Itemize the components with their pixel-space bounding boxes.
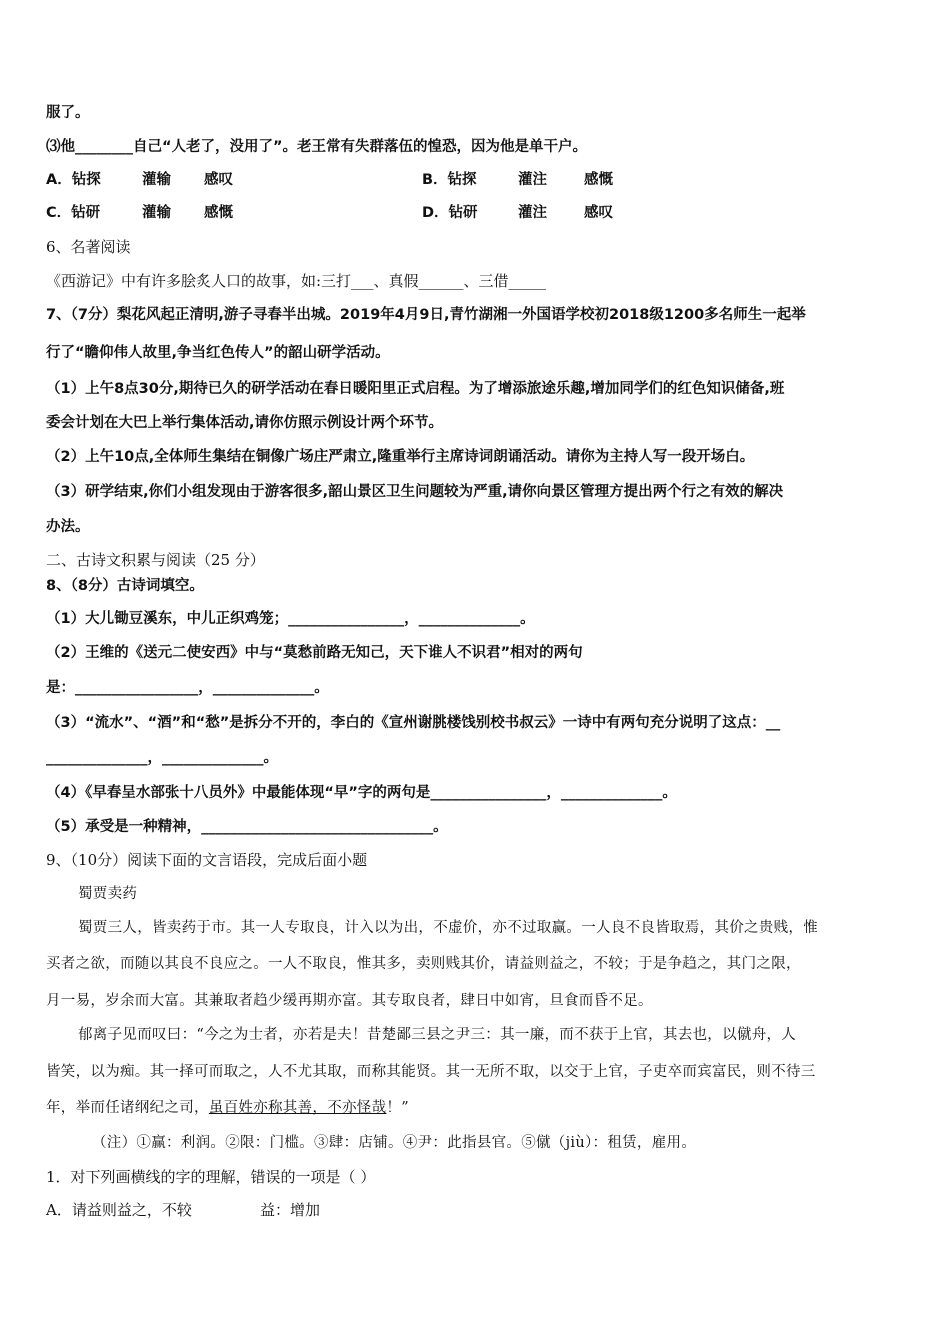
question-8-text: 8、（8分）古诗词填空。 (46, 578, 204, 594)
option-b-label: B．钻探 (422, 172, 477, 188)
question-6-text: 《西游记》中有许多脍炙人口的故事，如:三打___、真假______、三借_____ (46, 272, 547, 290)
question-7-part-2: （2）上午10点,全体师生集结在铜像广场庄严肃立,隆重举行主席诗词朗诵活动。请你为主持人写一段开场白。 (46, 449, 755, 465)
subquestion-1-option-a (46, 1200, 320, 1220)
subquestion-1: 1．对下列画横线的字的理解，错误的一项是（ ） (46, 1168, 376, 1186)
option-a-word-2: 灌输 (142, 172, 171, 188)
option-b-word-2: 灌注 (518, 172, 547, 188)
section-heading-2: 二、古诗文积累与阅读（25 分） (46, 551, 265, 569)
annotation-notes: （注）①赢：利润。②限：门槛。③肆：店铺。④尹：此指县官。⑤僦（jiù）：租赁，雇用。 (92, 1135, 697, 1151)
option-d-word-2: 灌注 (518, 205, 547, 221)
option-c-label: C．钻研 (46, 205, 101, 221)
question-8-part-2: （2）王维的《送元二使安西》中与“莫愁前路无知己，天下谁人不识君”相对的两句 (46, 645, 583, 661)
passage-line: 皆笑，以为痴。其一择可而取之，人不尤其取，而称其能贤。其一无所不取，以交于上官，子吏卒而宾富民，则不待三 (46, 1064, 816, 1080)
option-c-word-2: 灌输 (142, 205, 171, 221)
option-a-word-3: 感叹 (204, 172, 233, 188)
option-b-word-3: 感慨 (584, 172, 613, 188)
underlined-sentence: 虽百姓亦称其善，不亦怪哉 (208, 1100, 387, 1116)
question-8-part-5: （5）承受是一种精神，________________________________。 (46, 819, 448, 835)
question-7-text-cont: 行了“瞻仰伟人故里,争当红色传人”的韶山研学活动。 (46, 345, 390, 361)
option-a-text: A．请益则益之，不较 (46, 1201, 192, 1219)
question-9-text: 9、（10分）阅读下面的文言语段，完成后面小题 (46, 851, 368, 869)
question-8-part-3-cont: ______________，______________。 (46, 750, 278, 766)
passage-line (46, 1098, 409, 1118)
question-7-part-1-cont: 委会计划在大巴上举行集体活动,请你仿照示例设计两个环节。 (46, 415, 444, 431)
option-a-label: A．钻探 (46, 172, 101, 188)
passage-title: 蜀贾卖药 (78, 886, 138, 902)
option-d-word-3: 感叹 (584, 205, 613, 221)
option-row-ab (46, 170, 613, 190)
passage-line: 郁离子见而叹曰：“今之为士者，亦若是夫！昔楚鄙三县之尹三：其一廉，而不获于上官，其去也，以僦舟，人 (78, 1027, 797, 1043)
question-5-item-3: ⑶他________自己“人老了，没用了”。老王常有失群落伍的惶恐，因为他是单干户。 (46, 139, 588, 155)
section-heading-6: 6、名著阅读 (46, 238, 131, 256)
option-a-gloss: 益：增加 (260, 1201, 321, 1219)
option-row-cd (46, 203, 613, 223)
text-line: 服了。 (46, 105, 90, 121)
question-8-part-1: （1）大儿锄豆溪东，中儿正织鸡笼；________________，______________。 (46, 611, 535, 627)
option-c-word-3: 感慨 (204, 205, 233, 221)
question-7-text: 7、（7分）梨花风起正清明,游子寻春半出城。2019年4月9日,青竹湖湘一外国语学校初2018级1200多名师生一起举 (46, 307, 806, 323)
question-8-part-4: （4）《早春呈水部张十八员外》中最能体现“早”字的两句是________________，______________。 (46, 785, 677, 801)
question-7-part-1: （1）上午8点30分,期待已久的研学活动在春日暖阳里正式启程。为了增添旅途乐趣,增加同学们的红色知识储备,班 (46, 381, 785, 397)
passage-line: 蜀贾三人，皆卖药于市。其一人专取良，计入以为出，不虚价，亦不过取赢。一人良不良皆取焉，其价之贵贱，惟 (78, 920, 818, 936)
option-d (422, 203, 613, 223)
passage-text: ！” (386, 1100, 409, 1116)
question-7-part-3-cont: 办法。 (46, 519, 90, 535)
question-8-part-2-cont: 是：_________________，______________。 (46, 680, 329, 696)
passage-text: 年，举而任诸纲纪之司， (46, 1100, 209, 1116)
question-8-part-3: （3）“流水”、“酒”和“愁”是拆分不开的，李白的《宣州谢朓楼饯别校书叔云》一诗中有两句充分说明了这点：__ (46, 715, 781, 731)
question-7-part-3: （3）研学结束,你们小组发现由于游客很多,韶山景区卫生问题较为严重,请你向景区管理方提出两个行之有效的解决 (46, 484, 784, 500)
passage-line: 月一易，岁余而大富。其兼取者趋少缓再期亦富。其专取良者，肆日中如宵，旦食而昏不足。 (46, 993, 653, 1009)
option-b (422, 170, 613, 190)
option-d-label: D．钻研 (422, 205, 478, 221)
passage-line: 买者之欲，而随以其良不良应之。一人不取良，惟其多，卖则贱其价，请益则益之，不较；于是争趋之，其门之限， (46, 956, 801, 972)
